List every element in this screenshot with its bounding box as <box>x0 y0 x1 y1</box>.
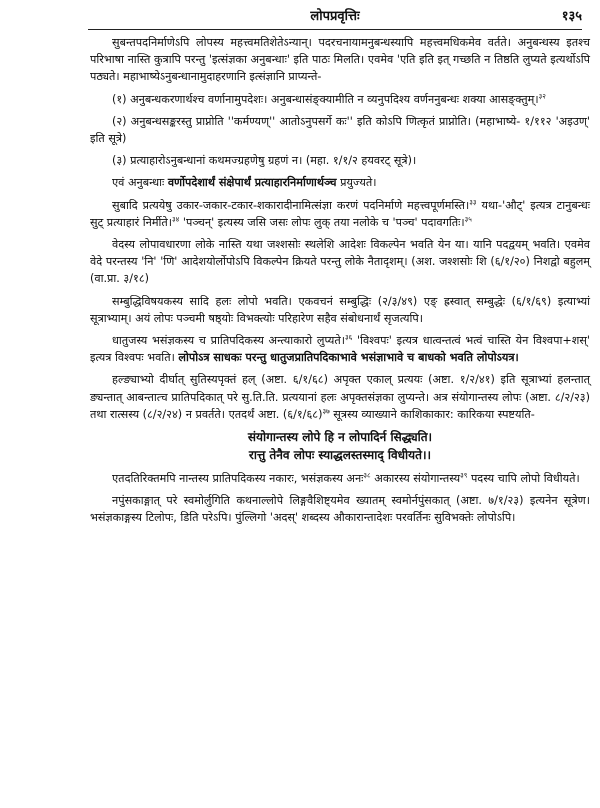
paragraph-10 <box>90 371 590 423</box>
karika-verse <box>90 428 590 464</box>
paragraph-6-a: सुबादि प्रत्ययेषु उकार-जकार-टकार-शकारादीनामित्संज्ञा करणं पदनिर्माणे महत्त्वपूर्णमस्ति। <box>112 198 470 212</box>
footnote-ref-36: ३६ <box>344 333 353 342</box>
footnote-ref-32: ३२ <box>538 91 546 100</box>
paragraph-2-text: (१) अनुबन्धकरणार्थश्च वर्णानामुपदेशः। अनुबन्धासंङ्क्यामीति न व्यनुपदिश्य वर्णननुबन्धः शक्या आसङ्क्तुम्। <box>112 92 539 106</box>
paragraph-10-b: सूत्रस्य व्याख्याने काशिकाकार: कारिकया स्पष्टयति- <box>333 407 535 421</box>
paragraph-9 <box>90 332 590 366</box>
paragraph-10-a: हल्ङ्याभ्यो दीर्घात् सुतिस्यपृक्तं हल् (अष्टा. ६/१/६८) अपृक्त एकाल् प्रत्ययः (अष्टा. १/२/४१) इति सूत्राभ्यां हलन्तात् ङ्यन्तात् आबन्तात्च प्रातिपदिकात् परे सु.ति.ति. प्रत्ययानां हलः अपृक्तसंज्ञका लुप्यन्ते। अत्र संयोगान्तस्य लोपः (अष्टा. ८/२/२३) तथा रात्सस्य (८/२/२४) न प्रवर्तते। एतदर्थं अष्टा. (६/१/६८) <box>90 373 590 421</box>
running-header <box>88 6 582 26</box>
verse-line-1: संयोगान्तस्य लोपे हि न लोपादिर्न सिद्ध्यति। <box>247 430 433 445</box>
paragraph-1: सुबन्तपदनिर्माणेऽपि लोपस्य महत्त्वमतिशेतेऽन्यान्। पदरचनायामनुबन्धस्यापि महत्त्वमधिकमेव वर्तते। अनुबन्धस्य इतश्च परिभाषा नास्ति कुत्रापि परन्तु 'इत्संज्ञका अनुबन्धाः' इति पाठः मिलति। एवमेव 'एति इति इत् गच्छति न तिष्ठति लुप्यते इत्यर्थोऽपि पठ्यते। महाभाष्येऽनुबन्धानामुदाहरणानि इत्संज्ञानि प्राप्यन्ते- <box>90 36 590 84</box>
footnote-ref-38: ३८ <box>363 471 371 480</box>
page-number: १३५ <box>561 9 582 24</box>
paragraph-12: नपुंसकाङ्गात् परे स्वमोर्लुगिति कथनाल्लोपे लिङ्गवैशिष्ट्यमेव ख्यातम् स्वमोर्नपुंसकात् (अष्टा. ७/१/२३) इत्यनेन सूत्रेण। भसंज्ञकाङ्गस्य टिलोपः, डिति परेऽपि। पुंल्लिगो 'अदस्' शब्दस्य औकारान्तादेशः परवर्तिनः सुविभक्तेः लोपोऽपि। <box>90 494 590 525</box>
paragraph-11-c: पदस्य चापि लोपो विधीयते। <box>470 472 580 486</box>
paragraph-11-a: एतदतिरिक्तमपि नान्तस्य प्रातिपदिकस्य नकारः, भसंज्ञकस्य अनः <box>112 472 364 486</box>
paragraph-7: वेदस्य लोपावधारणा लोके नास्ति यथा जश्शसोः स्थलेशि आदेशः विकल्पेन भवति येन या। यानि पदद्वयम् भवति। एवमेव वेदे परन्तस्य 'नि' 'णि' आदेशयोर्लोपोऽपि विकल्पेन क्रियते परन्तु लोके नैतादृशम्। (अश. जश्शसोः शि (६/१/२०) निशद्वो बहुलम् (वा.प्रा. ३/१८) <box>90 238 590 286</box>
footnote-ref-33: ३३ <box>469 197 477 206</box>
page-running-title: लोपप्रवृत्तिः <box>310 9 360 24</box>
paragraph-6-b: यथा-'औट्' इत्यत्र टानुबन्धः सुट् प्रत्याहारं निर्मीते। <box>90 198 590 229</box>
paragraph-6-c: 'पञ्चन्' इत्यस्य जसि जसः लोपः लुक् तया नलोके च 'पञ्च' पदावगतिः। <box>182 215 465 229</box>
paragraph-5-emphasis: वर्णोपदेशार्थं संक्षेपार्थं प्रत्याहारनिर्माणार्थञ्च <box>167 176 337 190</box>
page-body <box>90 34 590 532</box>
paragraph-3: (२) अनुबन्धसङ्करस्तु प्राप्नोति ''कर्मण्यण्'' आतोऽनुपसर्गे कः'' इति कोऽपि णित्कृतं प्राप्नोति। (महाभाष्ये- १/११२ 'अइउण्' इति सूत्रे) <box>90 114 590 146</box>
paragraph-11-b: अकारस्य संयोगान्तस्य <box>374 472 461 486</box>
paragraph-9-b: 'विश्वपः' इत्यत्र धात्वन्तत्वं भत्वं चास्ति येन विश्वपा+शस्' इत्यत्र विश्वपः भवति। <box>90 334 590 365</box>
paragraph-8: सम्बुद्धिविषयकस्य सादि हलः लोपो भवति। एकवचनं सम्बुद्धिः (२/३/४९) एङ् ह्रस्वात् सम्बुद्धेः (६/१/६९) इत्याभ्यां सूत्राभ्याम्। अयं लोपः पञ्चमी षष्ठ्योः विभक्त्योः परिहारेण सहैव संबोधनार्थं सृजत्यपि। <box>90 294 590 325</box>
header-rule <box>88 29 582 30</box>
paragraph-5 <box>90 174 590 191</box>
footnote-ref-35: ३५ <box>464 215 472 224</box>
footnote-ref-39: ३९ <box>460 471 468 480</box>
paragraph-6 <box>90 197 590 231</box>
verse-line-2: रात्तु तेनैव लोपः स्याद्धलस्तस्माद् विधीयते।। <box>248 448 432 463</box>
paragraph-11 <box>90 470 590 487</box>
paragraph-5-post: प्रयुज्यते। <box>340 176 377 190</box>
paragraph-9-emphasis: लोपोऽत्र साधकः परन्तु धातुजप्रातिपदिकाभावे भसंज्ञाभावे च बाधको भवति लोपोऽयत्र। <box>178 351 519 365</box>
paragraph-9-a: धातुजस्य भसंज्ञकस्य च प्रातिपदिकस्य अन्त्याकारो लुप्यते। <box>112 334 345 348</box>
paragraph-4: (३) प्रत्याहारोऽनुबन्धानां कथमज्ग्रहणेषु ग्रहणं न। (महा. १/१/२ हयवरट् सूत्रे)। <box>112 154 417 168</box>
footnote-ref-37: ३७ <box>322 407 330 416</box>
paragraph-2 <box>90 91 590 108</box>
footnote-ref-34: ३४ <box>172 215 180 224</box>
paragraph-5-pre: एवं अनुबन्धाः <box>112 176 165 190</box>
